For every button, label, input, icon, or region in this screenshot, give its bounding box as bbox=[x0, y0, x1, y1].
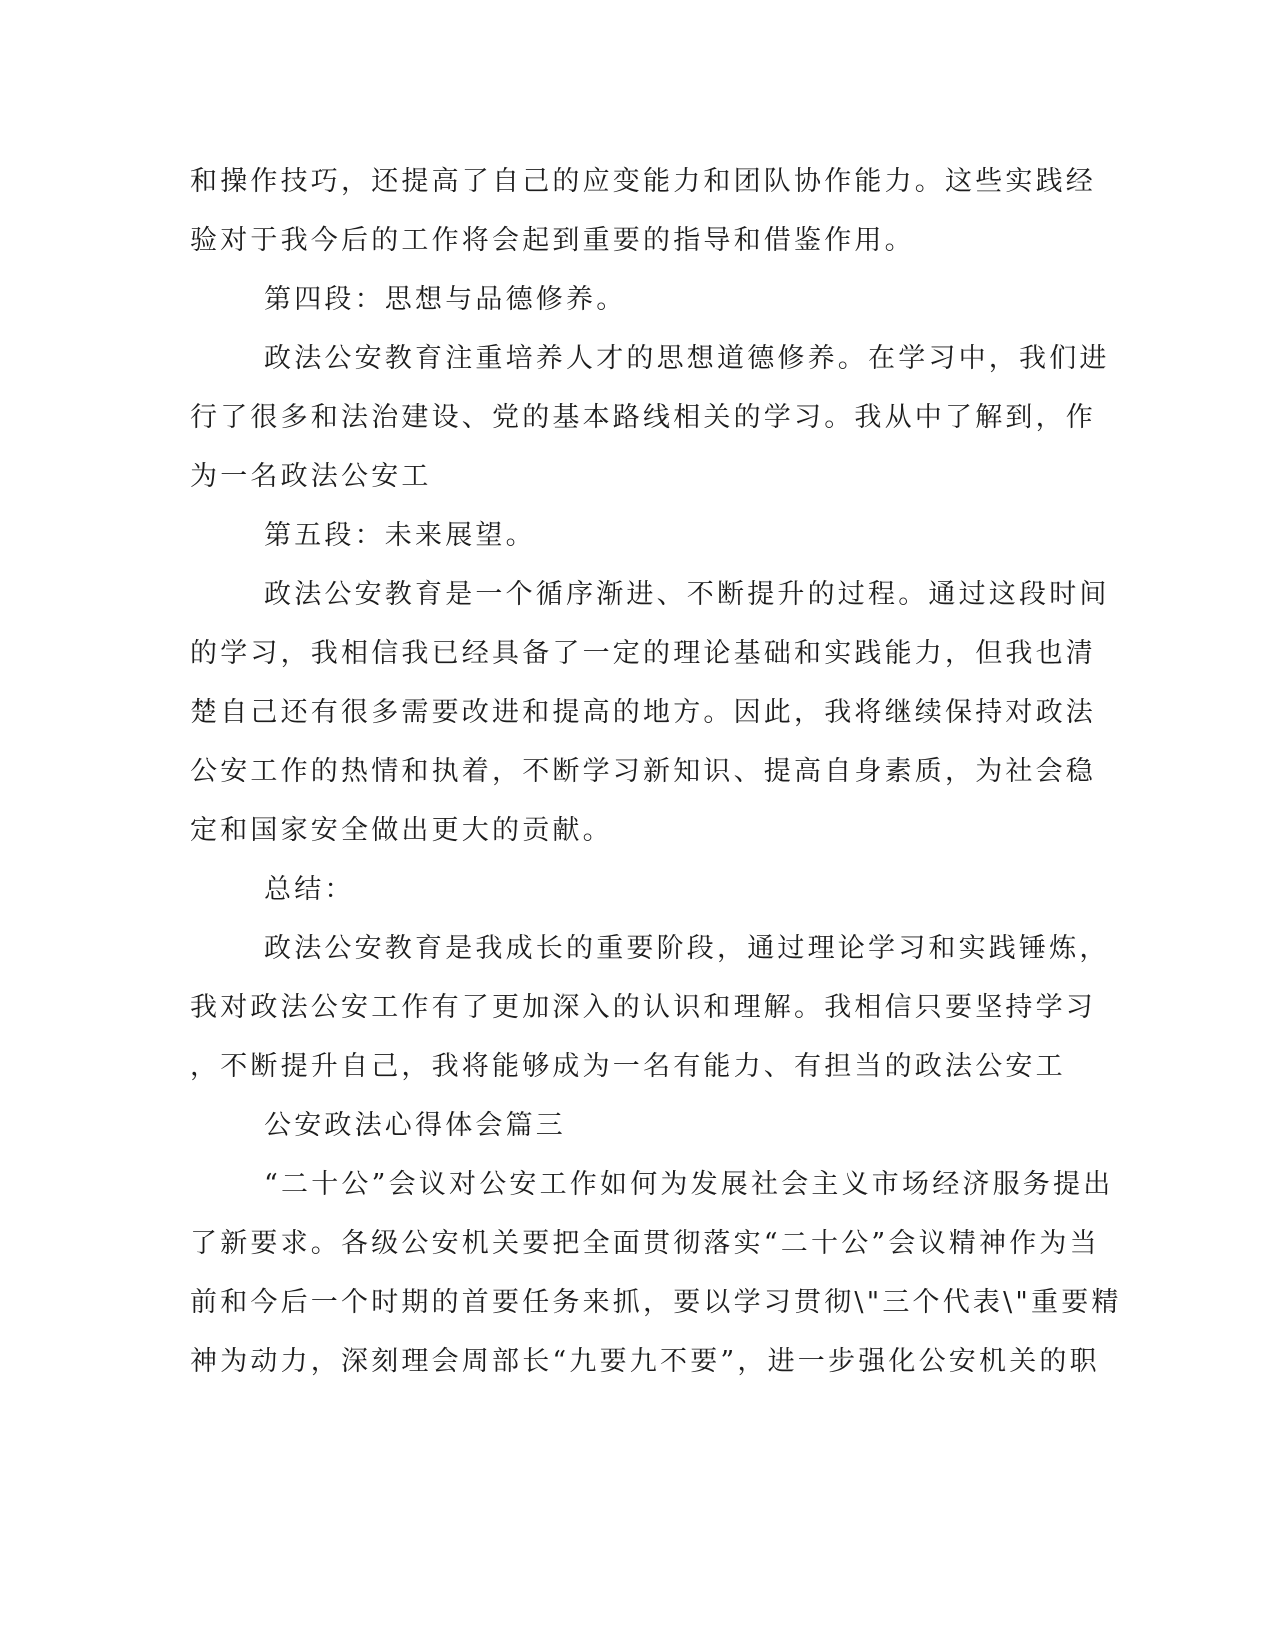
text-line: 政法公安教育注重培养人才的思想道德修养。在学习中，我们进 bbox=[264, 343, 1110, 374]
text-line: 验对于我今后的工作将会起到重要的指导和借鉴作用。 bbox=[190, 225, 915, 256]
text-line: 前和今后一个时期的首要任务来抓，要以学习贯彻\"三个代表\"重要精 bbox=[190, 1287, 1122, 1318]
text-line: 定和国家安全做出更大的贡献。 bbox=[190, 815, 613, 846]
text-line: 政法公安教育是我成长的重要阶段，通过理论学习和实践锤炼， bbox=[264, 933, 1110, 964]
section-heading: 第五段：未来展望。 bbox=[264, 520, 536, 551]
text-line: 了新要求。各级公安机关要把全面贯彻落实“二十公”会议精神作为当 bbox=[190, 1228, 1100, 1259]
article-title: 公安政法心得体会篇三 bbox=[264, 1110, 566, 1141]
text-line: 神为动力，深刻理会周部长“九要九不要”，进一步强化公安机关的职 bbox=[190, 1346, 1100, 1377]
text-line: 行了很多和法治建设、党的基本路线相关的学习。我从中了解到，作 bbox=[190, 402, 1096, 433]
section-heading: 总结： bbox=[264, 874, 355, 905]
section-heading: 第四段：思想与品德修养。 bbox=[264, 284, 627, 315]
text-line: 公安工作的热情和执着，不断学习新知识、提高自身素质，为社会稳 bbox=[190, 756, 1096, 787]
text-line: ，不断提升自己，我将能够成为一名有能力、有担当的政法公安工 bbox=[190, 1051, 1066, 1082]
text-line: 的学习，我相信我已经具备了一定的理论基础和实践能力，但我也清 bbox=[190, 638, 1096, 669]
text-line: 和操作技巧，还提高了自己的应变能力和团队协作能力。这些实践经 bbox=[190, 166, 1096, 197]
text-line: 我对政法公安工作有了更加深入的认识和理解。我相信只要坚持学习 bbox=[190, 992, 1096, 1023]
text-line: “二十公”会议对公安工作如何为发展社会主义市场经济服务提出 bbox=[264, 1169, 1114, 1200]
text-line: 政法公安教育是一个循序渐进、不断提升的过程。通过这段时间 bbox=[264, 579, 1110, 610]
text-line: 为一名政法公安工 bbox=[190, 461, 432, 492]
text-line: 楚自己还有很多需要改进和提高的地方。因此，我将继续保持对政法 bbox=[190, 697, 1096, 728]
